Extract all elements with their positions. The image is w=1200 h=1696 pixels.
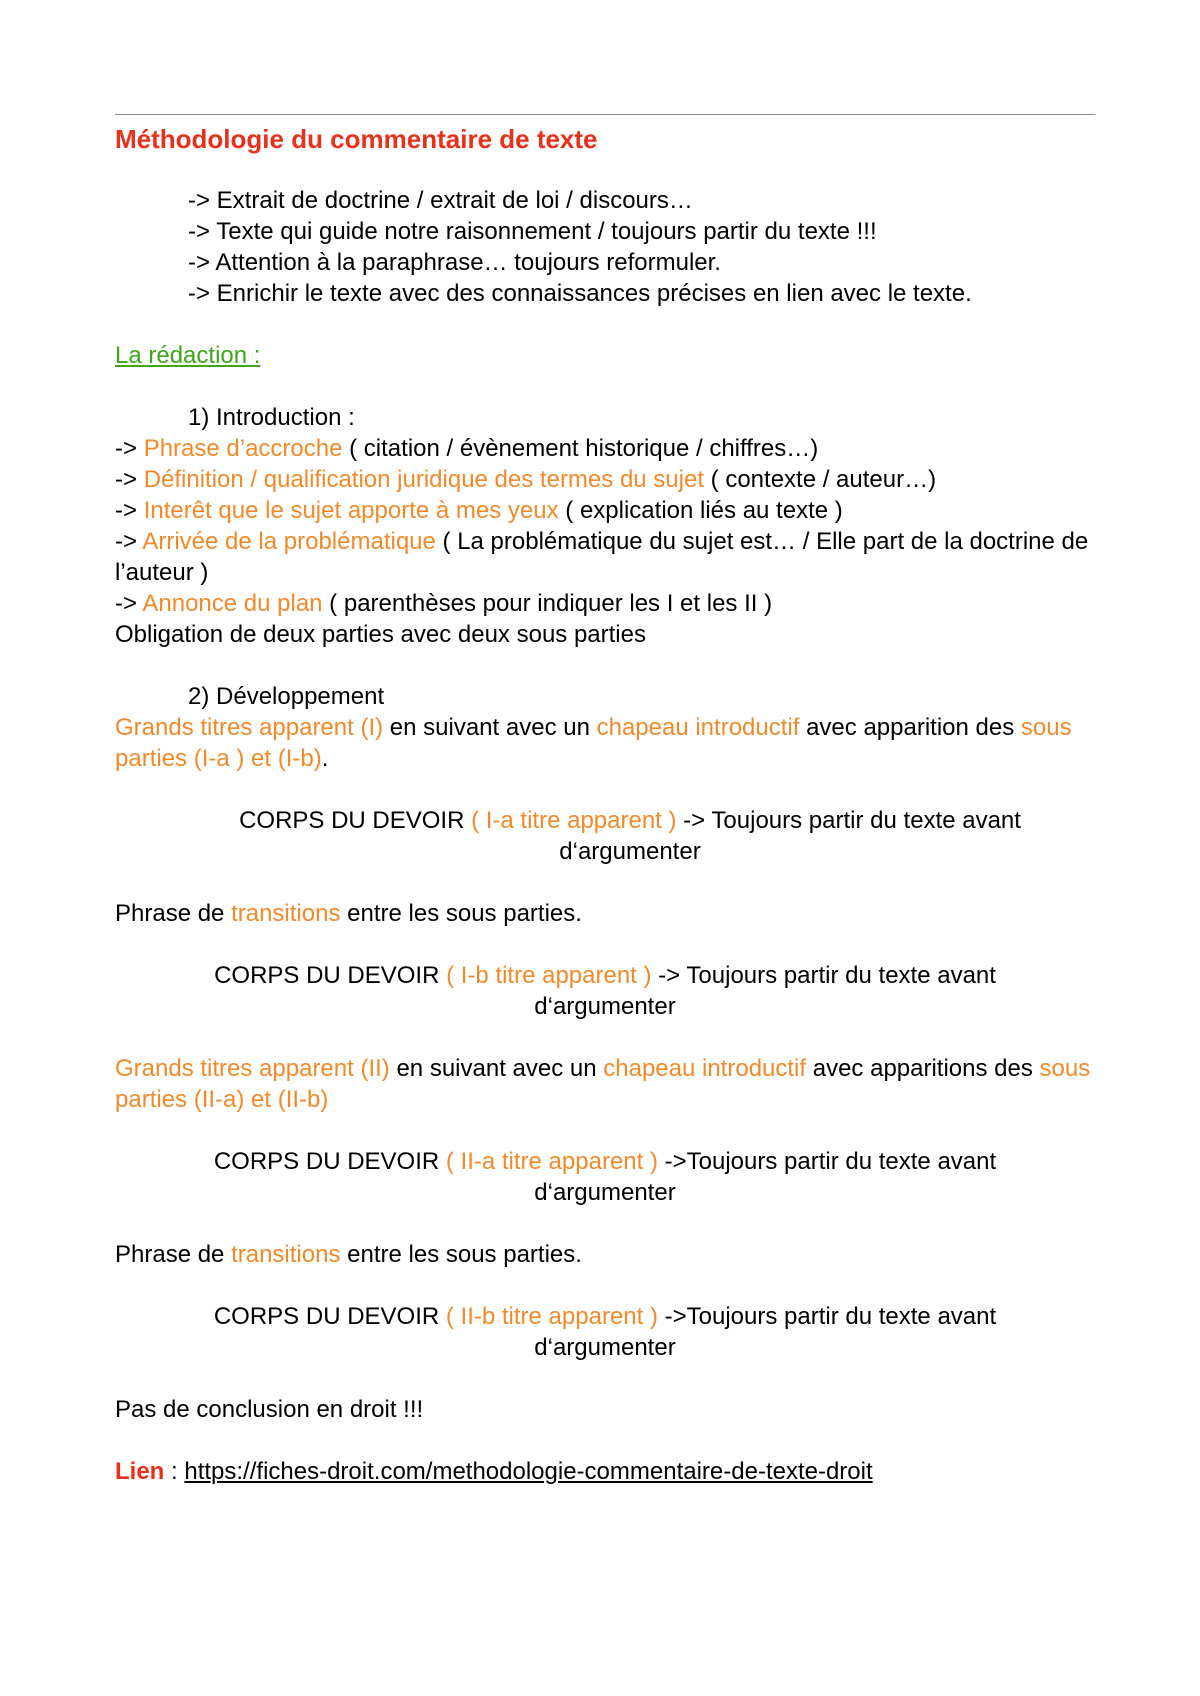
introduction-note: Obligation de deux parties avec deux sous parties <box>115 621 646 648</box>
lien-line: Lien : https://fiches-droit.com/methodologie-commentaire-de-texte-droit <box>115 1458 873 1485</box>
introduction-heading: 1) Introduction : <box>188 404 355 431</box>
intro-item: -> Définition / qualification juridique des termes du sujet ( contexte / auteur…) <box>115 466 937 493</box>
intro-line: -> Extrait de doctrine / extrait de loi / discours… <box>188 187 693 214</box>
intro-line: -> Texte qui guide notre raisonnement / toujours partir du texte !!! <box>188 218 877 245</box>
intro-item: -> Interêt que le sujet apporte à mes yeux ( explication liés au texte ) <box>115 497 843 524</box>
document-title: Méthodologie du commentaire de texte <box>115 124 598 154</box>
redaction-heading: La rédaction : <box>115 342 261 369</box>
corps-du-devoir: CORPS DU DEVOIR ( I-a titre apparent ) -> Toujours partir du texte avant d‘argumenter <box>239 807 1021 865</box>
lien-url[interactable]: https://fiches-droit.com/methodologie-commentaire-de-texte-droit <box>184 1458 873 1485</box>
intro-line: -> Enrichir le texte avec des connaissances précises en lien avec le texte. <box>188 280 972 307</box>
corps-du-devoir: CORPS DU DEVOIR ( I-b titre apparent ) -> Toujours partir du texte avant d‘argumenter <box>214 962 996 1020</box>
grand-titre-paragraph: Grands titres apparent (II) en suivant avec un chapeau introductif avec apparitions des sous parties (II-a) et (II-b) <box>115 1055 1091 1113</box>
corps-du-devoir: CORPS DU DEVOIR ( II-b titre apparent ) ->Toujours partir du texte avant d‘argumenter <box>213 1303 997 1361</box>
corps-du-devoir: CORPS DU DEVOIR ( II-a titre apparent ) ->Toujours partir du texte avant d‘argumenter <box>213 1148 997 1206</box>
transition-paragraph: Phrase de transitions entre les sous parties. <box>115 900 582 927</box>
lien-label: Lien <box>115 1458 165 1485</box>
developpement-heading: 2) Développement <box>188 683 385 710</box>
top-rule <box>115 114 1095 115</box>
grand-titre-paragraph: Grands titres apparent (I) en suivant avec un chapeau introductif avec apparition des sous parties (I-a ) et (I-b). <box>115 714 1072 772</box>
document-content <box>115 122 1095 1487</box>
intro-item: -> Arrivée de la problématique ( La problématique du sujet est… / Elle part de la doctrine de l’auteur ) <box>115 528 1089 586</box>
transition-paragraph: Phrase de transitions entre les sous parties. <box>115 1241 582 1268</box>
intro-item: -> Phrase d’accroche ( citation / évènement historique / chiffres…) <box>115 435 819 462</box>
intro-line: -> Attention à la paraphrase… toujours reformuler. <box>188 249 721 276</box>
conclusion-note: Pas de conclusion en droit !!! <box>115 1396 424 1423</box>
intro-item: -> Annonce du plan ( parenthèses pour indiquer les I et les II ) <box>115 590 773 617</box>
